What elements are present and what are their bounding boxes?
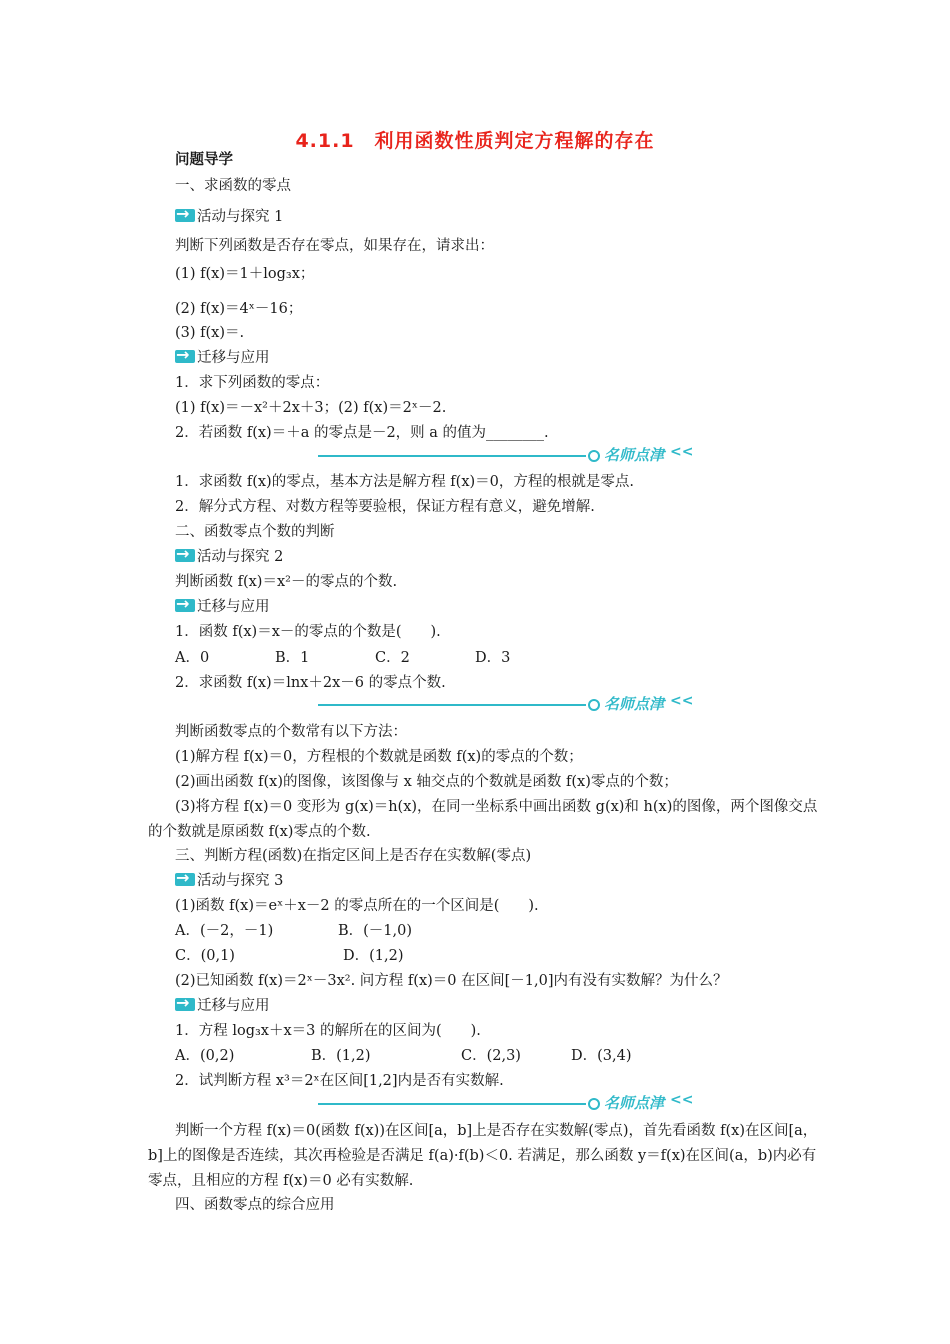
question-item: (2) f(x)＝4ˣ－16；: [175, 301, 303, 317]
chevron-left-icon: <<: [670, 693, 694, 709]
question-item: (2)已知函数 f(x)＝2ˣ－3x². 问方程 f(x)＝0 在区间[－1,0]内有没有实数解？为什么？: [175, 973, 728, 989]
tip-divider: [318, 695, 698, 715]
options-row: A．(0,2) B．(1,2) C．(2,3) D．(3,4): [175, 1048, 632, 1064]
exercise-item: 1．求下列函数的零点：: [175, 375, 330, 391]
arrow-icon: [175, 599, 195, 612]
exercise-item: 2．试判断方程 x³＝2ˣ在区间[1,2]内是否有实数解.: [175, 1073, 504, 1089]
section-heading: 二、函数零点个数的判断: [175, 524, 335, 540]
note-text: 1．求函数 f(x)的零点，基本方法是解方程 f(x)＝0，方程的根就是零点.: [175, 474, 634, 490]
activity-heading: →活动与探究 3: [175, 871, 283, 891]
prompt-text: 判断函数 f(x)＝x²－的零点的个数.: [175, 574, 398, 590]
exercise-item: 1．函数 f(x)＝x－的零点的个数是( ).: [175, 624, 441, 640]
circle-icon: [588, 450, 600, 462]
options-row: A．0 B．1 C．2 D．3: [175, 650, 511, 666]
page-title: 4.1.1 利用函数性质判定方程解的存在: [295, 130, 655, 152]
chevron-left-icon: <<: [670, 444, 694, 460]
exercise-item: 2．若函数 f(x)＝＋a 的零点是－2，则 a 的值为________.: [175, 425, 549, 441]
section-header: 问题导学: [175, 152, 233, 168]
note-text: (2)画出函数 f(x)的图像，该图像与 x 轴交点的个数就是函数 f(x)零点的个数；: [175, 774, 678, 790]
arrow-icon: [175, 350, 195, 363]
exercise-item: 1．方程 log₃x＋x＝3 的解所在的区间为( ).: [175, 1023, 481, 1039]
transfer-heading: →迁移与应用: [175, 597, 270, 617]
options-row: C．(0,1) D．(1,2): [175, 948, 404, 964]
question-item: (3) f(x)＝.: [175, 325, 245, 341]
note-text: (3)将方程 f(x)＝0 变形为 g(x)＝h(x)，在同一坐标系中画出函数 g(x)和 h(x)的图像，两个图像交点的个数就是原函数 f(x)零点的个数.: [148, 799, 818, 840]
exercise-item: (1) f(x)＝－x²＋2x＋3；(2) f(x)＝2ˣ－2.: [175, 400, 447, 416]
arrow-icon: [175, 549, 195, 562]
prompt-text: 判断下列函数是否存在零点，如果存在，请求出：: [175, 238, 494, 254]
tip-divider: [318, 1094, 698, 1114]
tip-label: 名师点津: [604, 446, 665, 464]
arrow-icon: [175, 209, 195, 222]
exercise-item: 2．求函数 f(x)＝lnx＋2x－6 的零点个数.: [175, 675, 446, 691]
chevron-left-icon: <<: [670, 1092, 694, 1108]
transfer-heading: →迁移与应用: [175, 996, 270, 1016]
note-text: 判断一个方程 f(x)＝0(函数 f(x))在区间[a，b]上是否存在实数解(零点)，首先看函数 f(x)在区间[a，b]上的图像是否连续，其次再检验是否满足 f(a)·f(b)＜0. 若满足，那么函数 y＝f(x)在区间(a，b)内必有零点，且相应的方程 f(x)＝0 必有实数解.: [148, 1123, 818, 1189]
transfer-heading: →迁移与应用: [175, 348, 270, 368]
section-heading: 三、判断方程(函数)在指定区间上是否存在实数解(零点): [175, 848, 532, 864]
section-heading: 一、求函数的零点: [175, 178, 291, 194]
circle-icon: [588, 699, 600, 711]
options-row: A．(－2，－1) B．(－1,0): [175, 923, 413, 939]
tip-label: 名师点津: [604, 695, 665, 713]
note-text: (1)解方程 f(x)＝0，方程根的个数就是函数 f(x)的零点的个数；: [175, 749, 583, 765]
note-text: 2．解分式方程、对数方程等要验根，保证方程有意义，避免增解.: [175, 499, 595, 515]
circle-icon: [588, 1098, 600, 1110]
activity-heading: →活动与探究 2: [175, 547, 283, 567]
question-item: (1) f(x)＝1＋log₃x；: [175, 266, 315, 282]
arrow-icon: [175, 873, 195, 886]
activity-heading: →活动与探究 1: [175, 207, 283, 227]
arrow-icon: [175, 998, 195, 1011]
note-text: 判断函数零点的个数常有以下方法：: [175, 724, 407, 740]
tip-divider: [318, 446, 698, 466]
question-item: (1)函数 f(x)＝eˣ＋x－2 的零点所在的一个区间是( ).: [175, 898, 539, 914]
section-heading: 四、函数零点的综合应用: [175, 1197, 335, 1213]
tip-label: 名师点津: [604, 1094, 665, 1112]
